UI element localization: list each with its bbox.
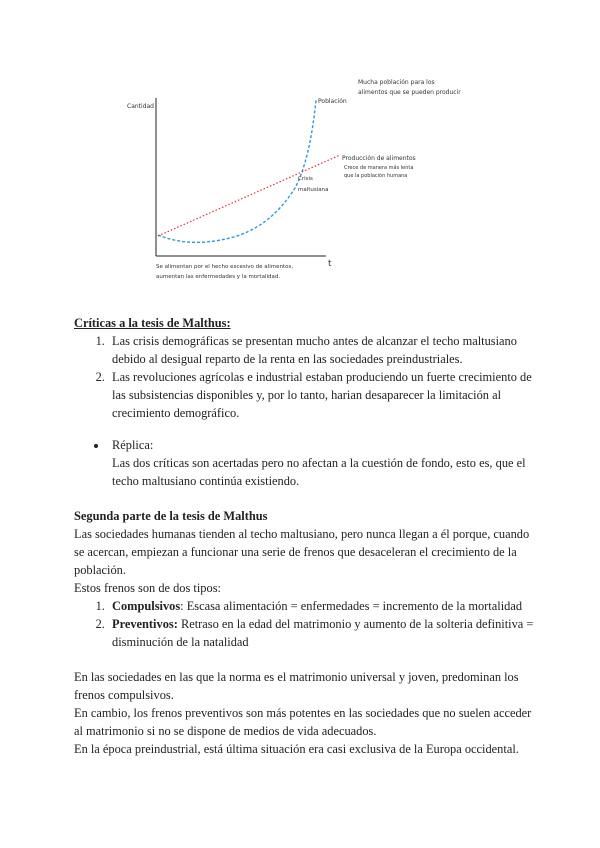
population-curve <box>158 100 316 242</box>
section2-types-line: Estos frenos son de dos tipos: <box>74 581 221 595</box>
food-note-line2: que la población humana <box>344 173 408 179</box>
x-axis-label: t <box>328 259 332 269</box>
malthus-diagram <box>110 70 490 300</box>
crisis-label-line2: maltusiana <box>298 187 329 193</box>
top-note-line2: alimentos que se pueden producir <box>358 89 461 96</box>
paragraph: En cambio, los frenos preventivos son más potentes en las sociedades que no suelen acceder al matrimonio si no se dispone de medios de vida adecuados. <box>74 706 532 738</box>
brake-item <box>108 615 534 651</box>
paragraph: En las sociedades en las que la norma es el matrimonio universal y joven, predominan los frenos compulsivos. <box>74 670 519 702</box>
brake-text: Escasa alimentación = enfermedades = incremento de la mortalidad <box>186 599 523 613</box>
paragraph: En la época preindustrial, está última situación era casi exclusiva de la Europa occidental. <box>74 742 519 756</box>
section1-title: Críticas a la tesis de Malthus: <box>74 316 231 330</box>
brake-item: 1. Compulsivos: Escasa alimentación = enfermedades = incremento de la mortalidad <box>108 597 534 615</box>
top-note-line1: Mucha población para los <box>358 79 435 86</box>
brake-text: Retraso en la edad del matrimonio y aumento de la solteria definitiva = disminución de la natalidad <box>112 617 534 649</box>
brake-name: Compulsivos <box>112 599 181 613</box>
brake-name: Preventivos: <box>112 617 178 631</box>
food-label: Producción de alimentos <box>342 155 416 162</box>
bottom-note-line2: aumentan las enfermedades y la mortalidad. <box>156 274 281 280</box>
bottom-note-line1: Se alimentan por el hecho excesivo de alimentos, <box>156 264 294 270</box>
reply-item <box>108 436 534 490</box>
reply-label: Réplica: <box>112 438 154 452</box>
food-note-line1: Crece de manera más lenta <box>344 165 414 171</box>
brakes-list <box>74 597 534 651</box>
reply-list <box>74 436 534 490</box>
criticism-item: 2. Las revoluciones agrícolas e industrial estaban produciendo un fuerte crecimiento de las subsistencias disponibles y, por lo tanto, harian desaparecer la limitación al crecimiento demográfico. <box>108 368 534 422</box>
population-label: Población <box>318 98 347 105</box>
malthus-diagram-svg <box>110 70 490 300</box>
document-body <box>74 314 534 758</box>
section2-intro: Las sociedades humanas tienden al techo maltusiano, pero nunca llegan a él porque, cuando se acercan, empiezan a funcionar una serie de frenos que desaceleran el crecimiento de la población. <box>74 527 530 577</box>
section2-title: Segunda parte de la tesis de Malthus <box>74 509 268 523</box>
food-production-line <box>158 155 340 236</box>
y-axis-label: Cantidad <box>127 103 154 110</box>
criticism-item: 1. Las crisis demográficas se presentan mucho antes de alcanzar el techo maltusiano debido al desigual reparto de la renta en las sociedades preindustriales. <box>108 332 534 368</box>
reply-text: Las dos críticas son acertadas pero no afectan a la cuestión de fondo, esto es, que el techo maltusiano continúa existiendo. <box>112 456 526 488</box>
criticism-list <box>74 332 534 422</box>
crisis-label-line1: Crisis <box>298 176 313 182</box>
